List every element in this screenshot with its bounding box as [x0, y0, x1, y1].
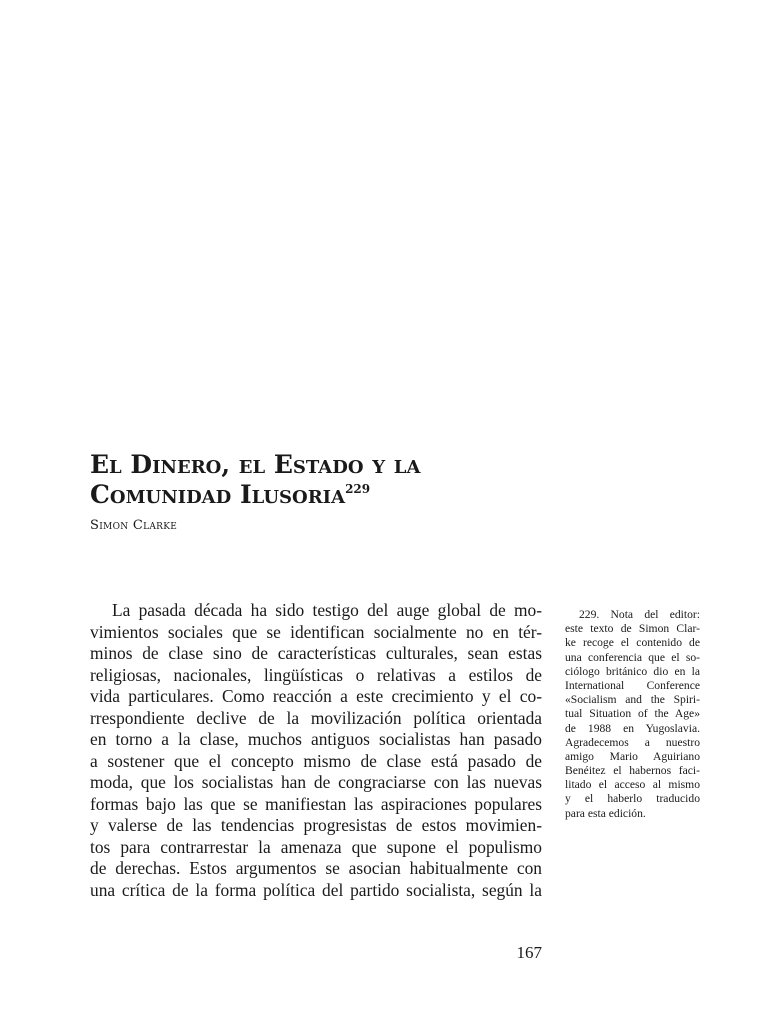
author-name: Simon Clarke — [90, 518, 178, 533]
body-line: tos para contrarrestar la amenaza que supone el populismo — [90, 836, 542, 857]
body-line: a sostener que el concepto mismo de clase está pasado de — [90, 750, 542, 771]
title-line-1: El Dinero, el Estado y la — [90, 450, 421, 479]
footnote-line: 229. Nota del editor: — [579, 608, 700, 621]
footnote-line: Benéitez el habernos faci- — [565, 764, 700, 778]
footnote-line: para esta edición. — [565, 806, 646, 820]
footnote-line: y el haberlo traducido — [565, 792, 700, 806]
article-title — [90, 450, 570, 510]
body-line: religiosas, nacionales, lingüísticas o relativas a estilos de — [90, 664, 542, 685]
footnote-line: Agradecemos a nuestro — [565, 735, 700, 749]
body-line: vida particulares. Como reacción a este crecimiento y el co- — [90, 686, 542, 706]
footnote-line: amigo Mario Aguiriano — [565, 749, 700, 763]
page-number: 167 — [516, 943, 542, 962]
body-line: moda, que los socialistas han de congraciarse con las nuevas — [90, 772, 542, 792]
title-footnote-reference[interactable]: 229 — [345, 482, 371, 496]
footnote-line: este texto de Simon Clar- — [565, 622, 700, 636]
footnote-line: una conferencia que el so- — [565, 650, 700, 664]
footnote-229 — [565, 608, 700, 821]
body-paragraph — [90, 600, 542, 901]
title-line-2-text: Comunidad Ilusoria — [90, 480, 346, 509]
footnote-line: ke recoge el contenido de — [565, 636, 700, 650]
footnote-line: litado el acceso al mismo — [565, 778, 700, 792]
body-line: La pasada década ha sido testigo del auge global de mo- — [112, 600, 542, 620]
footnote-line: ciólogo británico dio en la — [565, 664, 700, 678]
footnote-line: «Socialism and the Spiri- — [565, 693, 700, 707]
body-line: de derechas. Estos argumentos se asocian habitualmente con — [90, 858, 542, 878]
body-line: formas bajo las que se manifiestan las aspiraciones populares — [90, 793, 542, 814]
footnote-line: tual Situation of the Age» — [565, 707, 700, 721]
title-line-2 — [90, 480, 570, 510]
footnote-line: de 1988 en Yugoslavia. — [565, 721, 700, 735]
body-line: minos de clase sino de características culturales, sean estas — [90, 643, 542, 663]
body-line: una crítica de la forma política del partido socialista, según la — [90, 879, 542, 900]
body-line: y valerse de las tendencias progresistas de estos movimien- — [90, 815, 542, 835]
footnote-line: International Conference — [565, 678, 700, 692]
body-line: vimientos sociales que se identifican socialmente no en tér- — [90, 621, 542, 642]
body-line: rrespondiente declive de la movilización política orientada — [90, 707, 542, 728]
body-line: en torno a la clase, muchos antiguos socialistas han pasado — [90, 729, 542, 749]
